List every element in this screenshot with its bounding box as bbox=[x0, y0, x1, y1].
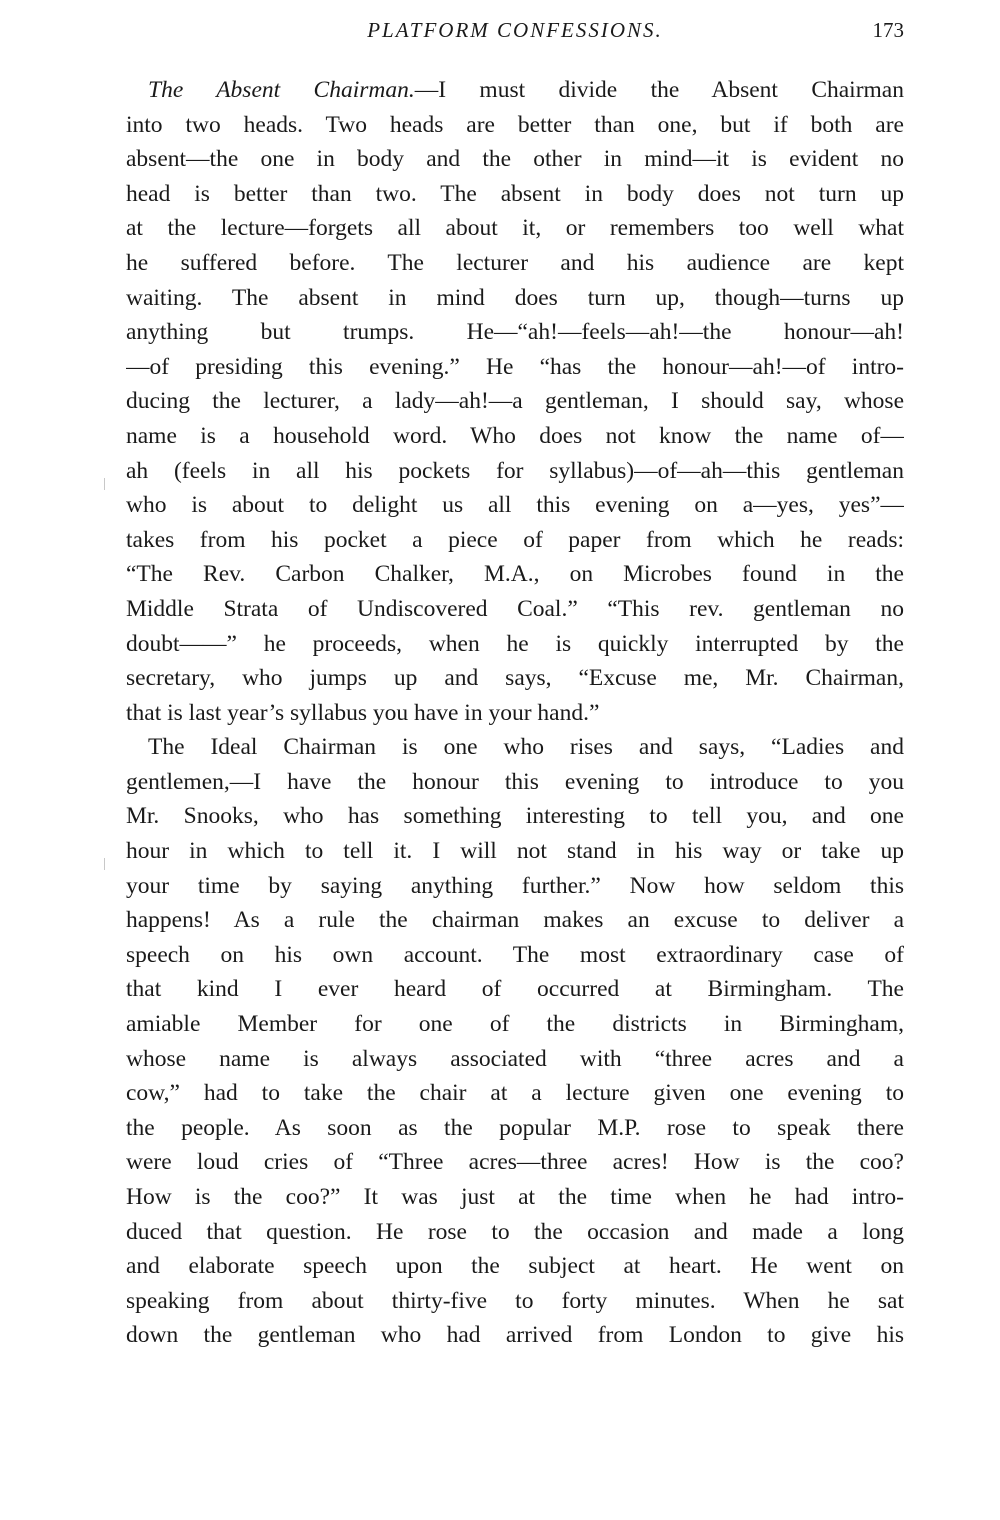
page-number: 173 bbox=[872, 18, 904, 42]
running-title: PLATFORM CONFESSIONS. bbox=[367, 18, 663, 42]
text-line: gentlemen,—I have the honour this evening to introduce to you bbox=[126, 768, 904, 795]
text-line: into two heads. Two heads are better than one, but if both are bbox=[126, 111, 904, 138]
text-line: secretary, who jumps up and says, “Excuse me, Mr. Chairman, bbox=[126, 665, 904, 692]
text-line: the people. As soon as the popular M.P. rose to speak there bbox=[126, 1114, 904, 1141]
text-line: name is a household word. Who does not know the name of— bbox=[126, 422, 904, 449]
text-line: doubt——” he proceeds, when he is quickly interrupted by the bbox=[126, 630, 904, 657]
section-heading: The Absent Chairman. bbox=[148, 77, 415, 103]
text-line: that is last year’s syllabus you have in your hand.” bbox=[126, 699, 600, 726]
text-line: “The Rev. Carbon Chalker, M.A., on Microbes found in the bbox=[126, 561, 904, 588]
text-line: were loud cries of “Three acres—three acres! How is the coo? bbox=[126, 1149, 904, 1176]
text-line: ah (feels in all his pockets for syllabus)—of—ah—this gentleman bbox=[126, 457, 904, 484]
text-line: head is better than two. The absent in body does not turn up bbox=[126, 180, 904, 207]
text-line bbox=[126, 73, 904, 108]
text-line: speaking from about thirty-five to forty minutes. When he sat bbox=[126, 1287, 904, 1314]
text-line: he suffered before. The lecturer and his audience are kept bbox=[126, 249, 904, 276]
text-line: happens! As a rule the chairman makes an excuse to deliver a bbox=[126, 907, 904, 934]
text-line: anything but trumps. He—“ah!—feels—ah!—the honour—ah! bbox=[126, 319, 904, 346]
text-line: Middle Strata of Undiscovered Coal.” “This rev. gentleman no bbox=[126, 595, 904, 622]
text-line: your time by saying anything further.” Now how seldom this bbox=[126, 872, 904, 899]
text-line: speech on his own account. The most extraordinary case of bbox=[126, 941, 904, 968]
text-line: at the lecture—forgets all about it, or remembers too well what bbox=[126, 215, 904, 242]
text-line: ducing the lecturer, a lady—ah!—a gentleman, I should say, whose bbox=[126, 388, 904, 415]
text-line: whose name is always associated with “three acres and a bbox=[126, 1045, 904, 1072]
margin-mark bbox=[104, 858, 105, 870]
text-line-content: —I must divide the Absent Chairman bbox=[414, 77, 904, 103]
text-line: duced that question. He rose to the occasion and made a long bbox=[126, 1218, 904, 1245]
text-line: cow,” had to take the chair at a lecture given one evening to bbox=[126, 1080, 904, 1107]
margin-mark bbox=[104, 478, 105, 490]
text-line: Mr. Snooks, who has something interesting to tell you, and one bbox=[126, 803, 904, 830]
text-line: who is about to delight us all this evening on a—yes, yes”— bbox=[126, 492, 904, 519]
text-line: hour in which to tell it. I will not stand in his way or take up bbox=[126, 838, 904, 865]
text-line: waiting. The absent in mind does turn up, though—turns up bbox=[126, 284, 904, 311]
text-line: takes from his pocket a piece of paper from which he reads: bbox=[126, 526, 904, 553]
text-line: How is the coo?” It was just at the time when he had intro- bbox=[126, 1184, 904, 1210]
text-line: The Ideal Chairman is one who rises and says, “Ladies and bbox=[148, 734, 904, 761]
text-line: absent—the one in body and the other in mind—it is evident no bbox=[126, 146, 904, 173]
running-header bbox=[126, 18, 904, 48]
paragraph-absent-chairman bbox=[126, 73, 904, 730]
text-line: that kind I ever heard of occurred at Birmingham. The bbox=[126, 976, 904, 1003]
book-page bbox=[126, 0, 904, 1520]
text-line: amiable Member for one of the districts in Birmingham, bbox=[126, 1011, 904, 1038]
page-body bbox=[126, 73, 904, 1353]
text-line: —of presiding this evening.” He “has the honour—ah!—of intro- bbox=[126, 353, 904, 380]
text-line: and elaborate speech upon the subject at heart. He went on bbox=[126, 1253, 904, 1280]
paragraph-ideal-chairman bbox=[126, 730, 904, 1353]
text-line: down the gentleman who had arrived from London to give his bbox=[126, 1322, 904, 1349]
